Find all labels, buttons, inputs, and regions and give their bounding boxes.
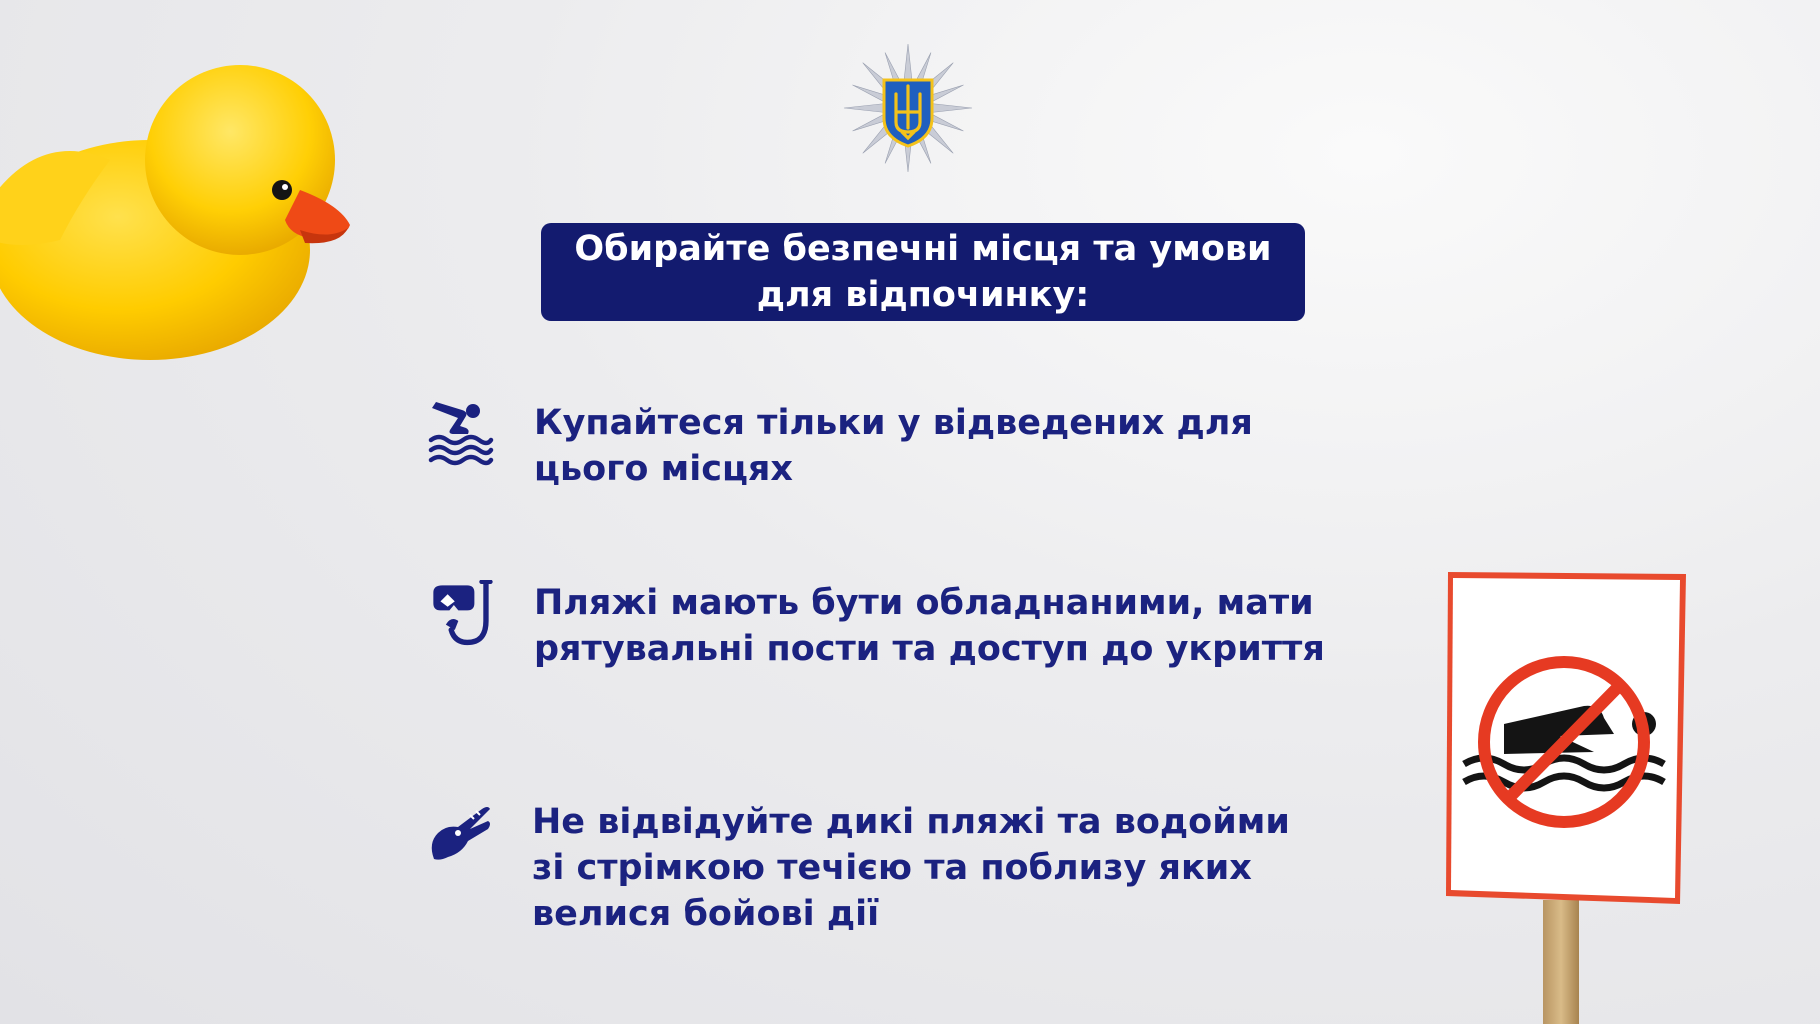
tip-text: Купайтеся тільки у відведених для цього місцях: [534, 403, 1253, 489]
tip-swim-designated: [428, 400, 1328, 500]
rubber-duck-image: [0, 40, 360, 370]
tip-text: Не відвідуйте дикі пляжі та водойми зі стрімкою течією та поблизу яких велися бойові дії: [532, 802, 1290, 934]
tip-text: Пляжі мають бути обладнаними, мати рятувальні пости та доступ до укриття: [534, 583, 1325, 669]
crocodile-icon: [428, 799, 494, 865]
police-emblem-logo: [842, 42, 974, 174]
tip-equipped-beaches: [428, 580, 1328, 730]
snorkel-mask-icon: [428, 580, 494, 646]
title-banner: [541, 223, 1305, 321]
no-swimming-sign-image: [1440, 566, 1700, 1024]
tip-avoid-wild-beaches: [428, 799, 1328, 949]
swimmer-icon: [428, 400, 494, 466]
banner-title: Обирайте безпечні місця та умови для відпочинку:: [574, 229, 1272, 315]
